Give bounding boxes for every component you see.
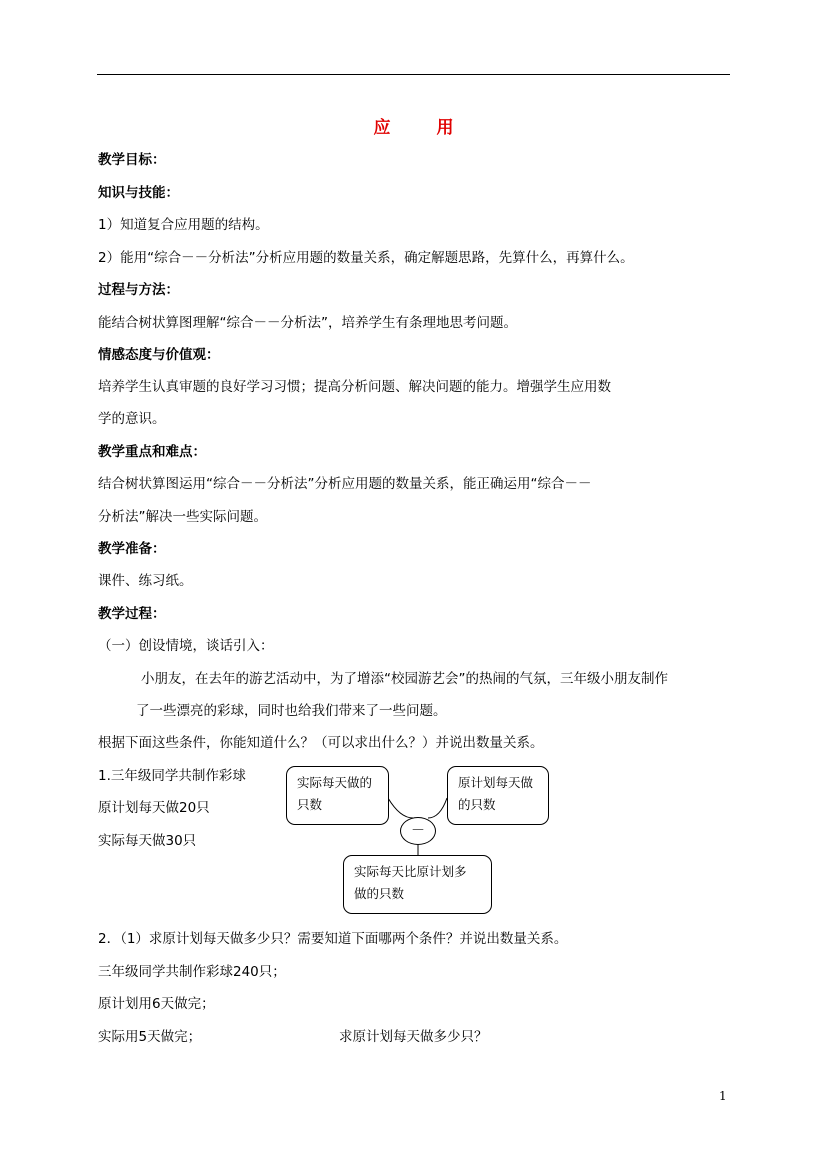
intro-text-1: 小朋友，在去年的游艺活动中，为了增添“校园游艺会”的热闹的气氛，三年级小朋友制作	[141, 671, 668, 687]
prep-text: 课件、练习纸。	[98, 573, 193, 589]
question-intro: 根据下面这些条件，你能知道什么？（可以求出什么？）并说出数量关系。	[98, 735, 544, 751]
q1-title: 1.三年级同学共制作彩球	[98, 768, 246, 784]
emotion-text-2: 学的意识。	[98, 411, 166, 427]
diagram-box-difference-line-2: 做的只数	[354, 886, 405, 901]
page-number: 1	[719, 1089, 727, 1103]
diagram-box-difference-line-1: 实际每天比原计划多	[354, 864, 467, 879]
knowledge-item-2: 2）能用“综合－－分析法”分析应用题的数量关系，确定解题思路，先算什么，再算什么。	[98, 250, 634, 266]
diagram-box-planned-daily-line-1: 原计划每天做	[458, 775, 534, 790]
diagram-box-difference	[343, 855, 492, 914]
q2-condition-2: 原计划用6天做完；	[98, 996, 215, 1012]
emotion-text-1: 培养学生认真审题的良好学习习惯；提高分析问题、解决问题的能力。增强学生应用数	[98, 379, 611, 395]
intro-heading: （一）创设情境，谈话引入：	[98, 638, 274, 654]
procedure-heading: 教学过程：	[98, 606, 166, 622]
diagram-box-actual-daily	[286, 766, 389, 825]
q1-actual: 实际每天做30只	[98, 833, 197, 849]
diagram-box-planned-daily-line-2: 的只数	[458, 797, 496, 812]
q2-condition-3: 实际用5天做完；	[98, 1029, 202, 1045]
q2-condition-1: 三年级同学共制作彩球240只；	[98, 964, 286, 980]
intro-text-2: 了一些漂亮的彩球，同时也给我们带来了一些问题。	[136, 703, 447, 719]
diagram-box-actual-daily-line-1: 实际每天做的	[297, 775, 373, 790]
diagram-box-actual-daily-line-2: 只数	[297, 797, 323, 812]
q2-question: 求原计划每天做多少只？	[339, 1029, 488, 1045]
diagram-box-planned-daily	[447, 766, 549, 825]
page-title: 应 用	[373, 118, 474, 138]
key-text-1: 结合树状算图运用“综合－－分析法”分析应用题的数量关系，能正确运用“综合－－	[98, 476, 592, 492]
diagram-minus-operator: －	[400, 817, 436, 845]
emotion-heading: 情感态度与价值观：	[98, 347, 220, 363]
q2-title: 2．（1）求原计划每天做多少只？需要知道下面哪两个条件？并说出数量关系。	[98, 931, 568, 947]
goal-heading: 教学目标：	[98, 152, 166, 168]
q1-plan: 原计划每天做20只	[98, 800, 210, 816]
process-text: 能结合树状算图理解“综合－－分析法”，培养学生有条理地思考问题。	[98, 315, 517, 331]
prep-heading: 教学准备：	[98, 541, 166, 557]
key-text-2: 分析法”解决一些实际问题。	[98, 509, 267, 525]
key-heading: 教学重点和难点：	[98, 444, 206, 460]
knowledge-heading: 知识与技能：	[98, 185, 179, 201]
process-heading: 过程与方法：	[98, 282, 179, 298]
knowledge-item-1: 1）知道复合应用题的结构。	[98, 217, 269, 233]
